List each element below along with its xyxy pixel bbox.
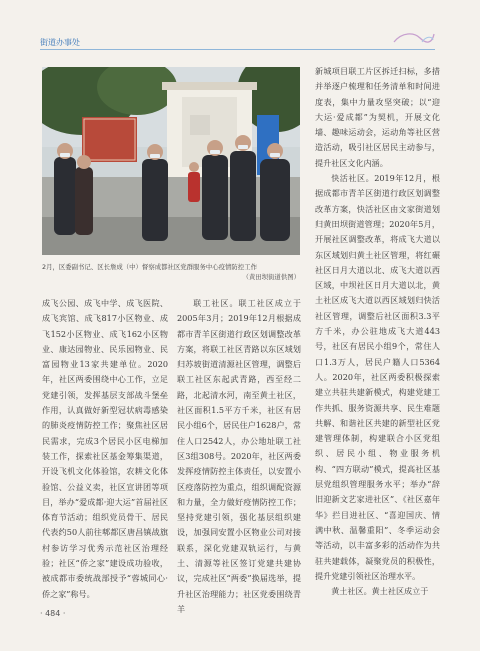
page-number: · 484 ·	[40, 609, 66, 618]
section-label: 街道办事处	[40, 38, 80, 47]
body-paragraph: 成飞公园、成飞中学、成飞医院、成飞宾馆、成飞817小区物业、成飞152小区物业、成飞162小区物业、康达园物业、民乐园物业、民富园物业13家共建单位。2020年，社区两委围绕中心工作，立足党建引领，发挥基层支部战斗堡垒作用，认真做好新型冠状病毒感染的肺炎疫情防控工作；聚焦社区居民需求，完成3个居民小区电梯加装工作，探索社区基金筹集渠道，开设飞机文化体验馆，农耕文化体验馆、公益义卖，社区宣讲团等项目，举办“爱成都·迎大运”首届社区体育节活动；组织党员骨干、居民代表约50人前往郫都区唐昌镇战旗村参访学习优秀示范社区治理经验；社区“侨之家”建设成功验收，被成都市委统战部授予“蓉城同心·侨之家”称号。	[42, 298, 168, 599]
header-rule	[40, 49, 435, 50]
caption-credit: （黄田坝街道供图）	[242, 273, 300, 281]
photo-caption	[42, 262, 300, 282]
caption-text: 2月，区委副书记、区长詹成（中）督察成都社区党群服务中心疫情防控工作	[42, 263, 257, 271]
news-photo	[42, 67, 300, 255]
body-paragraph: 黄土社区。黄土社区成立于	[331, 586, 429, 597]
text-column-3	[315, 64, 440, 599]
text-column-1	[42, 296, 168, 602]
text-column-2	[177, 296, 301, 617]
decorative-swirl-icon	[392, 28, 436, 48]
body-paragraph: 新城项目联工片区拆迁扫标，多措并举逐户梳理和任务清单和时间进度表，集中力量攻坚突破；以“迎大运·爱成都”为契机，开展文化墙、趣味运动会，运动角等社区营造活动，吸引社区居民主动参与，提升社区文化内涵。	[315, 66, 440, 168]
body-paragraph: 联工社区。联工社区成立于2005年3月；2019年12月根据成都市青羊区街道行政区划调整改革方案，将联工社区青路以东区域划归苏坡街道清源社区管理，调整后联工社区东起武青路，西至经二路，北起清水河，南至黄土社区，社区面积1.5平方千米，社区有居民小组6个，居民住户1628户，常住人口2542人，办公地址联工社区3组308号。2020年，社区两委发挥疫情防控主体责任，以安置小区疫落防控为重点，组织调配资源和力量，全力做好疫情防控工作；坚持党建引领，强化基层组织建设，加强同安置小区物业公司对接联系，深化党建双轨运行，与黄土、清源等社区签订党建共建协议，完成社区“两委”换届选举，提升社区治理能力；社区党委围绕青羊	[177, 298, 301, 614]
body-paragraph: 快活社区。2019年12月，根据成都市青羊区街道行政区划调整改革方案，快活社区由文家街道划归黄田坝街道管理；2020年5月，开展社区调整改革，将成飞大道以东区域划归黄土社区管理，将红碾社区日月大道以北、成飞大道以西区域，中坝社区日月大道以北，黄土社区成飞大道以西区域划归快活社区管理，调整后社区面积3.3平方千米，办公驻地成飞大道443号，社区有居民小组9个，常住人口1.3万人，居民户籍人口5364人。2020年，社区两委积极探索建立共驻共建新模式，构建党建工作共抓、服务资源共享、民生难题共解、和谐社区共建的新型社区党建管理体制，构建联合小区党组织、居民小组、物业服务机构、“四方联动”模式，提高社区基层党组织管理服务水平；举办“辞旧迎新文艺家进社区”、《社区嘉年华》拦目进社区、“喜迎国庆、情满中秋、温馨重阳”、冬季运动会等活动，以丰富多彩的活动作为共驻共建载体，凝聚党员的积极性，提升党建引领社区治理水平。	[315, 173, 440, 581]
